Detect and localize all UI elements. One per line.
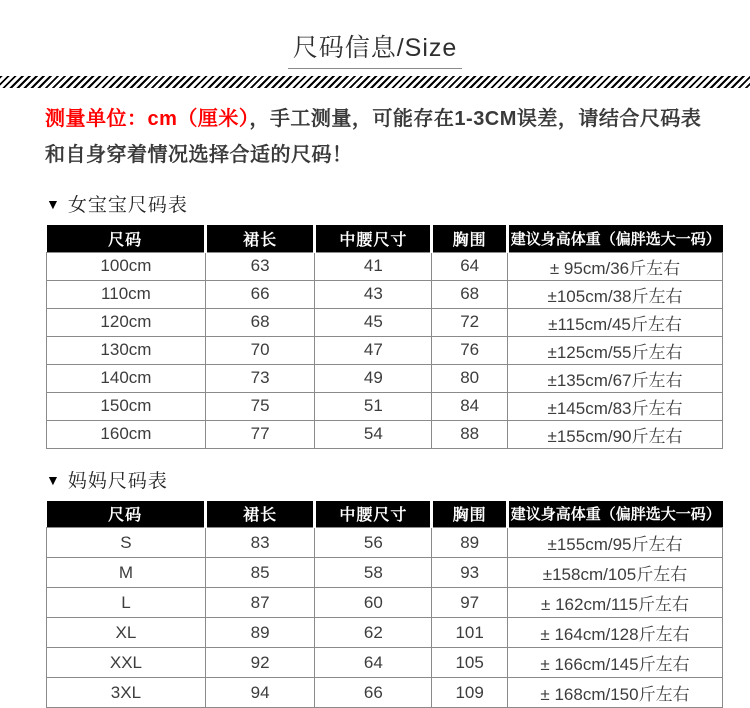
table-cell: 87 bbox=[205, 588, 315, 618]
table-cell: 84 bbox=[432, 392, 508, 420]
table-cell: 49 bbox=[315, 364, 432, 392]
table-cell: XL bbox=[47, 618, 206, 648]
girls-section-title-text: 女宝宝尺码表 bbox=[68, 195, 188, 216]
table-cell: 130cm bbox=[47, 336, 206, 364]
table-row bbox=[47, 588, 723, 618]
table-cell: ± 166cm/145斤左右 bbox=[508, 648, 723, 678]
table-row bbox=[47, 528, 723, 558]
notice-highlight: 测量单位：cm（厘米） bbox=[45, 108, 249, 130]
table-header-row bbox=[47, 225, 723, 252]
table-cell: ±155cm/90斤左右 bbox=[508, 420, 723, 448]
table-cell: 80 bbox=[432, 364, 508, 392]
table-cell: ± 164cm/128斤左右 bbox=[508, 618, 723, 648]
triangle-down-icon: ▼ bbox=[46, 472, 61, 488]
table-cell: 120cm bbox=[47, 308, 206, 336]
girls-size-section bbox=[46, 190, 723, 449]
notice-line-1 bbox=[45, 101, 710, 137]
table-cell: 43 bbox=[315, 280, 432, 308]
table-cell: 51 bbox=[315, 392, 432, 420]
table-cell: 85 bbox=[205, 558, 315, 588]
column-header: 中腰尺寸 bbox=[315, 501, 432, 528]
table-cell: ± 168cm/150斤左右 bbox=[508, 678, 723, 708]
triangle-down-icon: ▼ bbox=[46, 196, 61, 212]
table-cell: 110cm bbox=[47, 280, 206, 308]
table-cell: 92 bbox=[205, 648, 315, 678]
column-header: 胸围 bbox=[432, 501, 508, 528]
table-cell: 105 bbox=[432, 648, 508, 678]
page-title: 尺码信息/Size bbox=[288, 28, 463, 69]
hatched-divider bbox=[0, 76, 750, 88]
table-cell: 62 bbox=[315, 618, 432, 648]
column-header: 尺码 bbox=[47, 225, 206, 252]
table-cell: 76 bbox=[432, 336, 508, 364]
table-cell: 75 bbox=[205, 392, 315, 420]
measurement-notice bbox=[45, 101, 710, 173]
table-cell: 89 bbox=[432, 528, 508, 558]
table-cell: 77 bbox=[205, 420, 315, 448]
girls-section-title bbox=[46, 190, 723, 217]
table-cell: 101 bbox=[432, 618, 508, 648]
table-cell: 66 bbox=[205, 280, 315, 308]
mom-size-section bbox=[46, 466, 723, 708]
column-header: 裙长 bbox=[205, 501, 315, 528]
table-row bbox=[47, 648, 723, 678]
table-cell: 58 bbox=[315, 558, 432, 588]
column-header: 胸围 bbox=[432, 225, 508, 252]
table-cell: S bbox=[47, 528, 206, 558]
table-row bbox=[47, 308, 723, 336]
mom-size-table bbox=[46, 501, 723, 708]
table-row bbox=[47, 336, 723, 364]
table-row bbox=[47, 420, 723, 448]
table-cell: 89 bbox=[205, 618, 315, 648]
girls-size-table bbox=[46, 225, 723, 449]
table-row bbox=[47, 618, 723, 648]
table-cell: 54 bbox=[315, 420, 432, 448]
table-row bbox=[47, 280, 723, 308]
mom-section-title bbox=[46, 466, 723, 493]
table-row bbox=[47, 392, 723, 420]
table-row bbox=[47, 252, 723, 280]
table-cell: 45 bbox=[315, 308, 432, 336]
table-cell: ±135cm/67斤左右 bbox=[508, 364, 723, 392]
notice-line-2: 和自身穿着情况选择合适的尺码！ bbox=[45, 137, 710, 173]
table-cell: 73 bbox=[205, 364, 315, 392]
table-cell: 94 bbox=[205, 678, 315, 708]
table-cell: 140cm bbox=[47, 364, 206, 392]
table-cell: ±105cm/38斤左右 bbox=[508, 280, 723, 308]
table-row bbox=[47, 678, 723, 708]
table-cell: L bbox=[47, 588, 206, 618]
table-cell: 68 bbox=[432, 280, 508, 308]
table-cell: 93 bbox=[432, 558, 508, 588]
table-cell: ± 95cm/36斤左右 bbox=[508, 252, 723, 280]
table-cell: 100cm bbox=[47, 252, 206, 280]
table-row bbox=[47, 558, 723, 588]
mom-section-title-text: 妈妈尺码表 bbox=[68, 471, 168, 492]
table-cell: XXL bbox=[47, 648, 206, 678]
table-cell: ± 162cm/115斤左右 bbox=[508, 588, 723, 618]
table-cell: 56 bbox=[315, 528, 432, 558]
table-cell: 160cm bbox=[47, 420, 206, 448]
table-cell: 72 bbox=[432, 308, 508, 336]
table-cell: 47 bbox=[315, 336, 432, 364]
table-cell: 109 bbox=[432, 678, 508, 708]
table-cell: 41 bbox=[315, 252, 432, 280]
table-cell: 70 bbox=[205, 336, 315, 364]
table-cell: 83 bbox=[205, 528, 315, 558]
table-header-row bbox=[47, 501, 723, 528]
table-cell: 150cm bbox=[47, 392, 206, 420]
table-cell: 60 bbox=[315, 588, 432, 618]
table-cell: M bbox=[47, 558, 206, 588]
table-cell: 66 bbox=[315, 678, 432, 708]
table-cell: ±115cm/45斤左右 bbox=[508, 308, 723, 336]
table-cell: ±125cm/55斤左右 bbox=[508, 336, 723, 364]
column-header: 裙长 bbox=[205, 225, 315, 252]
table-cell: 64 bbox=[432, 252, 508, 280]
title-section bbox=[0, 0, 750, 69]
column-header: 建议身高体重（偏胖选大一码） bbox=[508, 501, 723, 528]
table-cell: 63 bbox=[205, 252, 315, 280]
column-header: 中腰尺寸 bbox=[315, 225, 432, 252]
table-cell: 68 bbox=[205, 308, 315, 336]
table-cell: 64 bbox=[315, 648, 432, 678]
table-cell: 97 bbox=[432, 588, 508, 618]
table-cell: ±145cm/83斤左右 bbox=[508, 392, 723, 420]
table-cell: ±158cm/105斤左右 bbox=[508, 558, 723, 588]
table-cell: 3XL bbox=[47, 678, 206, 708]
column-header: 尺码 bbox=[47, 501, 206, 528]
table-cell: 88 bbox=[432, 420, 508, 448]
notice-line-1-rest: ，手工测量，可能存在1-3CM误差，请结合尺码表 bbox=[249, 108, 701, 130]
column-header: 建议身高体重（偏胖选大一码） bbox=[508, 225, 723, 252]
table-row bbox=[47, 364, 723, 392]
table-cell: ±155cm/95斤左右 bbox=[508, 528, 723, 558]
